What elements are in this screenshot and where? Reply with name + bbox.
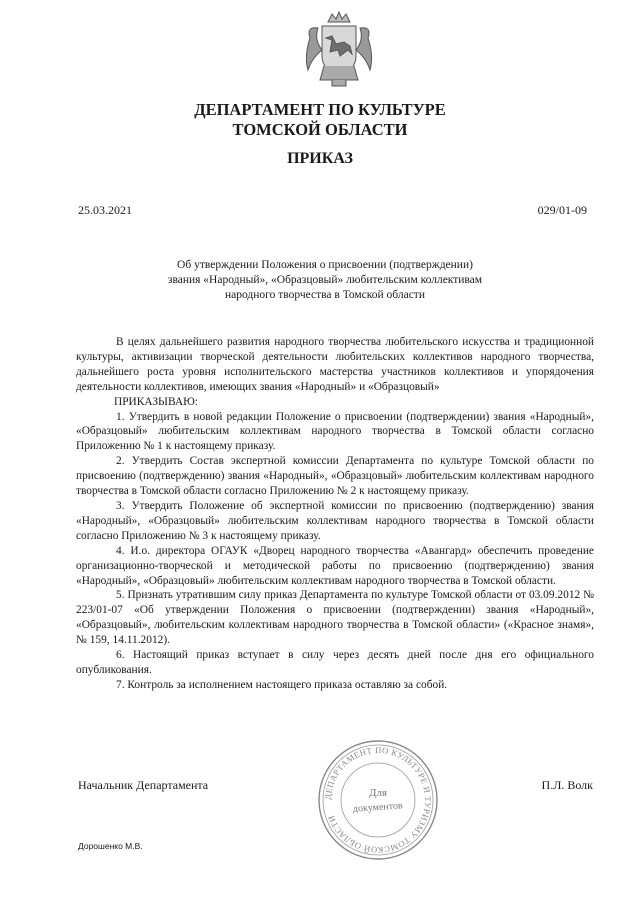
executor-name: Дорошенко М.В. [78,841,143,851]
official-stamp [316,738,440,862]
subject-line: Об утверждении Положения о присвоении (подтверждении) [177,259,473,271]
order-number: 029/01-09 [537,203,587,217]
signatory-name: П.Л. Волк [541,778,593,792]
order-subject [100,258,550,303]
order-item: 3. Утвердить Положение об экспертной комиссии по присвоению (подтверждению) звания «Народный», «Образцовый» любительским коллективам народного творчества в Томской области согласно Приложению № 3 к настоящему приказу. [76,499,594,542]
order-item: 4. И.о. директора ОГАУК «Дворец народного творчества «Авангард» обеспечить проведение организационно-творческой и методической работы по присвоению (подтверждению) звания «Народный», «Образцовый» любительским коллективам народного творчества в Томской области. [76,544,594,587]
order-item: 6. Настоящий приказ вступает в силу через десять дней после дня его официального опубликования. [76,649,594,676]
document-type-title: ПРИКАЗ [287,150,353,167]
order-item: 5. Признать утратившим силу приказ Департамента по культуре Томской области от 03.09.2012 № 223/01-07 «Об утверждении Положения о присвоении (подтверждении) звания «Народный», «Образцовый», любительским коллективам народного творчества в Томской области» («Красное знамя», № 159, 14.11.2012). [76,589,594,647]
order-item: 7. Контроль за исполнением настоящего приказа оставляю за собой. [116,678,448,691]
svg-text:ДЕПАРТАМЕНТ ПО КУЛЬТУРЕ И ТУРИ [323,745,433,855]
coat-of-arms-icon [302,10,376,88]
stamp-center-line1: Для [368,787,388,799]
preamble-paragraph: В целях дальнейшего развития народного творчества любительского искусства и традиционной культуры, активизации творческой деятельности любительских коллективов народного творчества, дальнейшего роста уровня исполнительского мастерства участников коллективов и упорядочения деятельности коллективов, имеющих звания «Народный» и «Образцовый» [76,336,594,393]
order-item: 2. Утвердить Состав экспертной комиссии Департамента по культуре Томской области по присвоению (подтверждению) звания «Народный», «Образцовый» любительским коллективам народного творчества в Томской области согласно Приложению № 2 к настоящему приказу. [76,455,594,498]
order-word: ПРИКАЗЫВАЮ: [114,395,198,408]
signatory-position: Начальник Департамента [78,778,209,792]
order-date: 25.03.2021 [78,203,132,217]
department-name-line2: ТОМСКОЙ ОБЛАСТИ [232,120,408,139]
subject-line: звания «Народный», «Образцовый» любительским коллективам [167,274,483,286]
department-name-line1: ДЕПАРТАМЕНТ ПО КУЛЬТУРЕ [194,100,446,119]
stamp-ring-text: ДЕПАРТАМЕНТ ПО КУЛЬТУРЕ И ТУРИЗМУ ТОМСКОЙ ОБЛАСТИ [322,744,434,856]
order-item: 1. Утвердить в новой редакции Положение о присвоении (подтверждении) звания «Народный», «Образцовый» любительским коллективам народного творчества в Томской области согласно Приложению № 1 к настоящему приказу. [76,410,594,453]
order-body [76,335,594,693]
stamp-center-line2: документов [352,800,404,815]
subject-line: народного творчества в Томской области [225,289,425,301]
